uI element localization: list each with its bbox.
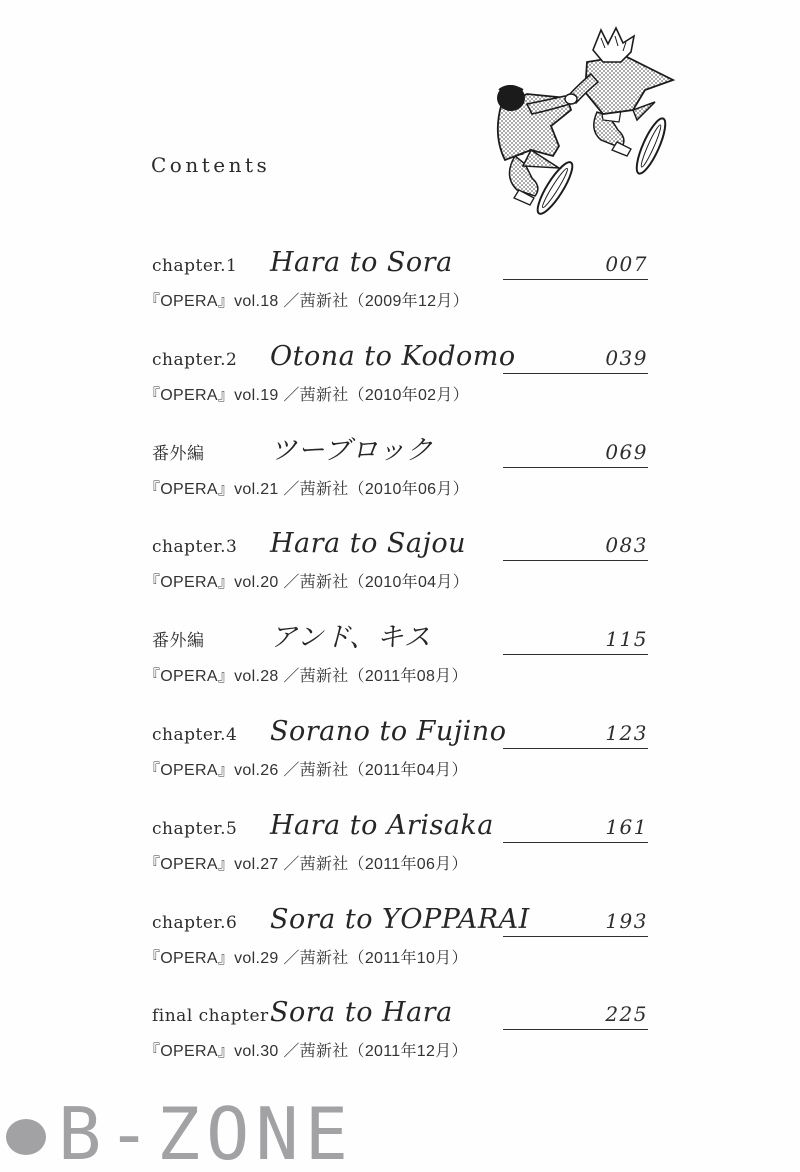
chapter-source: 『OPERA』vol.26 ／茜新社（2011年04月） [144, 761, 468, 779]
chapter-title: Hara to Sajou [270, 528, 467, 560]
chapter-source: 『OPERA』vol.29 ／茜新社（2011年10月） [144, 949, 468, 967]
cyclists-illustration [475, 18, 715, 228]
chapter-source: 『OPERA』vol.27 ／茜新社（2011年06月） [144, 855, 468, 873]
chapter-source: 『OPERA』vol.20 ／茜新社（2010年04月） [144, 574, 469, 592]
chapter-label: chapter.1 [152, 256, 238, 276]
chapter-title: Sora to YOPPARAI [270, 903, 530, 935]
chapter-label: chapter.6 [152, 912, 238, 933]
page-title: Contents [151, 153, 271, 177]
chapter-label: chapter.4 [152, 724, 238, 745]
chapter-label: chapter.5 [152, 818, 238, 839]
toc-entry [0, 902, 800, 996]
table-of-contents [0, 245, 800, 1089]
chapter-page-number: 083 [503, 530, 648, 561]
chapter-source: 『OPERA』vol.30 ／茜新社（2011年12月） [144, 1043, 468, 1061]
toc-entry [0, 526, 800, 620]
chapter-title: アンド、キス [270, 622, 431, 654]
chapter-source: 『OPERA』vol.19 ／茜新社（2010年02月） [144, 386, 469, 404]
toc-entry [0, 245, 800, 339]
toc-entry [0, 995, 800, 1089]
watermark-dot-icon [6, 1119, 46, 1155]
chapter-label: 番外編 [152, 631, 205, 652]
toc-entry [0, 339, 800, 433]
chapter-title: Sora to Hara [270, 997, 453, 1029]
chapter-source: 『OPERA』vol.18 ／茜新社（2009年12月） [144, 293, 469, 310]
chapter-source: 『OPERA』vol.21 ／茜新社（2010年06月） [144, 480, 469, 498]
toc-entry [0, 433, 800, 527]
toc-entry [0, 808, 800, 902]
chapter-label: final chapter [152, 1006, 269, 1027]
chapter-title: Hara to Arisaka [270, 809, 494, 841]
chapter-title: Sorano to Fujino [270, 715, 507, 747]
chapter-title: Hara to Sora [270, 247, 453, 278]
chapter-label: chapter.3 [152, 537, 238, 558]
watermark [6, 1092, 355, 1172]
chapter-source: 『OPERA』vol.28 ／茜新社（2011年08月） [144, 668, 468, 686]
chapter-page-number: 193 [503, 906, 648, 937]
chapter-page-number: 123 [503, 718, 648, 749]
toc-entry [0, 714, 800, 808]
chapter-page-number: 069 [503, 437, 648, 468]
chapter-page-number: 225 [503, 999, 648, 1030]
chapter-page-number: 007 [503, 249, 648, 280]
watermark-text: B-ZONE [58, 1092, 355, 1172]
chapter-label: 番外編 [152, 443, 205, 464]
chapter-title: Otona to Kodomo [270, 340, 516, 372]
chapter-label: chapter.2 [152, 349, 238, 370]
chapter-title: ツーブロック [270, 434, 434, 466]
chapter-page-number: 115 [503, 624, 648, 655]
chapter-page-number: 161 [503, 812, 648, 843]
toc-entry [0, 620, 800, 714]
chapter-page-number: 039 [503, 343, 648, 374]
